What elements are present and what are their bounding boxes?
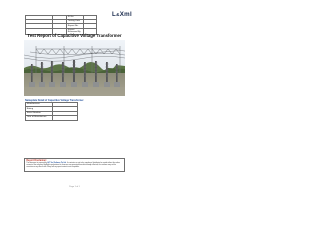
logo-brand: L — [112, 11, 117, 18]
company-logo — [112, 10, 138, 19]
report-page — [0, 0, 149, 198]
disclaimer-body-suffix: . Its contents are not to be reproduced, distributed or copied without the written consent of the company. Highlights and pointers for clearance are generated from data already collected; the customer may ask for correction or any other action if they feel any report content is not acceptable. — [26, 162, 120, 168]
report-disclaimer — [24, 158, 125, 172]
disclaimer-title: Report Disclaimer: — [26, 160, 47, 162]
info-label: Testing Date — [67, 20, 84, 24]
info-label: ID No. — [67, 16, 84, 20]
nameplate-label: Manufacturer — [26, 103, 53, 107]
disclaimer-body — [26, 163, 122, 169]
logo-brand-suffix: Xml — [119, 11, 132, 18]
document-title: Test Report of Capacitive Voltage Transformer — [27, 33, 122, 38]
substation-photo — [24, 40, 125, 96]
logo-separator: & — [116, 12, 120, 17]
nameplate-table — [25, 102, 78, 121]
nameplate-heading: Nameplate Detail of Capacitive Voltage Transformer — [25, 98, 84, 102]
info-label: Report No. — [67, 24, 84, 28]
disclaimer-body-prefix: This document is prepared by — [26, 162, 48, 164]
nameplate-label: Year of Manufacture — [26, 116, 53, 120]
info-label: Report Reviewed By — [67, 28, 84, 35]
disclaimer-company: L&T Xml Software Pvt Ltd — [47, 162, 67, 164]
nameplate-label: Rating — [26, 107, 53, 111]
nameplate-label: Serial Number — [26, 111, 53, 115]
page-number: Page 1 of 1 — [69, 185, 80, 188]
nameplate-row — [26, 116, 78, 120]
nameplate-value[interactable] — [52, 116, 77, 120]
